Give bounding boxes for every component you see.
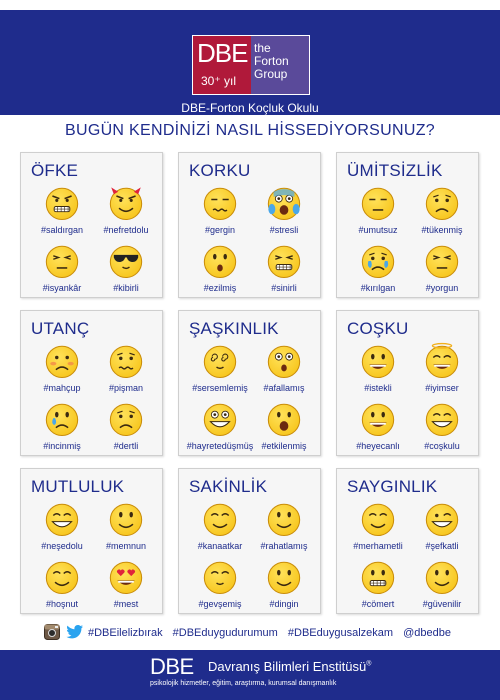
tense-emoji-icon bbox=[200, 183, 240, 223]
emotion-item[interactable] bbox=[343, 557, 413, 609]
sunglasses-emoji-icon bbox=[106, 241, 146, 281]
emotion-hashtag: #afallamış bbox=[263, 383, 305, 393]
emotion-item[interactable] bbox=[407, 241, 477, 293]
relieved-emoji-icon bbox=[358, 499, 398, 539]
emotion-item[interactable] bbox=[185, 341, 255, 393]
calm-emoji-icon bbox=[200, 557, 240, 597]
emotion-hashtag: #sinirli bbox=[271, 283, 297, 293]
emotion-hashtag: #merhametli bbox=[353, 541, 403, 551]
emotion-item[interactable] bbox=[27, 499, 97, 551]
emotion-hashtag: #gergin bbox=[204, 225, 236, 235]
twitter-icon[interactable] bbox=[66, 624, 84, 640]
emotion-item[interactable] bbox=[27, 557, 97, 609]
emotion-hashtag: #güvenilir bbox=[422, 599, 462, 609]
emotion-item[interactable] bbox=[249, 183, 319, 235]
emotion-hashtag: #yorgun bbox=[425, 283, 459, 293]
footer-subtitle: psikolojik hizmetler, eğitim, araştırma, kurumsal danışmanlık bbox=[150, 680, 337, 687]
emotion-hashtag: #hoşnut bbox=[45, 599, 79, 609]
emotion-hashtag: #etkilenmiş bbox=[261, 441, 307, 451]
tear-emoji-icon bbox=[42, 399, 82, 439]
emotion-hashtag: #saldırgan bbox=[40, 225, 84, 235]
relieved-emoji-icon bbox=[200, 499, 240, 539]
panel-title: UTANÇ bbox=[31, 319, 90, 338]
hashtag-3[interactable]: #DBEduygusalzekam bbox=[287, 627, 394, 639]
hashtag-4[interactable]: @dbedbe bbox=[403, 627, 451, 639]
registered-mark: ® bbox=[366, 660, 372, 668]
emotion-item[interactable] bbox=[27, 241, 97, 293]
social-bar bbox=[0, 624, 500, 644]
emotion-item[interactable] bbox=[91, 557, 161, 609]
laugh-emoji-icon bbox=[422, 399, 462, 439]
emotion-hashtag: #nefretdolu bbox=[103, 225, 149, 235]
logo-years-text: 30⁺ yıl bbox=[201, 74, 237, 88]
shock-emoji-icon bbox=[264, 341, 304, 381]
logo-line-1: the bbox=[254, 41, 271, 55]
panel-title: COŞKU bbox=[347, 319, 409, 338]
header-banner bbox=[0, 10, 500, 115]
emotion-item[interactable] bbox=[91, 499, 161, 551]
emotion-hashtag: #isyankâr bbox=[42, 283, 82, 293]
panel-title: SAKİNLİK bbox=[189, 477, 268, 496]
beam-emoji-icon bbox=[42, 499, 82, 539]
emotion-item[interactable] bbox=[185, 557, 255, 609]
logo-dbe-text: DBE bbox=[197, 38, 248, 68]
emotion-item[interactable] bbox=[249, 341, 319, 393]
weary-emoji-icon bbox=[422, 241, 462, 281]
page-question: BUGÜN KENDİNİZİ NASIL HİSSEDİYORSUNUZ? bbox=[65, 122, 435, 139]
emotion-panel bbox=[336, 152, 479, 298]
squint-emoji-icon bbox=[42, 241, 82, 281]
emotion-item[interactable] bbox=[249, 557, 319, 609]
dbe-logo-block bbox=[193, 36, 251, 94]
emotion-item[interactable] bbox=[91, 183, 161, 235]
emotion-hashtag: #gevşemiş bbox=[198, 599, 242, 609]
emotion-panel bbox=[20, 468, 163, 614]
emotion-item[interactable] bbox=[407, 399, 477, 451]
header-subtitle: DBE-Forton Koçluk Okulu bbox=[181, 101, 319, 115]
sad-emoji-icon bbox=[106, 399, 146, 439]
emotion-item[interactable] bbox=[27, 341, 97, 393]
smile-emoji-icon bbox=[264, 499, 304, 539]
emotion-panel bbox=[20, 152, 163, 298]
emotion-hashtag: #memnun bbox=[105, 541, 147, 551]
emotion-item[interactable] bbox=[185, 399, 255, 451]
emotion-hashtag: #pişman bbox=[108, 383, 144, 393]
footer-banner bbox=[0, 650, 500, 700]
emotion-item[interactable] bbox=[27, 183, 97, 235]
grin-emoji-icon bbox=[358, 399, 398, 439]
emotion-hashtag: #umutsuz bbox=[358, 225, 398, 235]
logo-line-2: Forton bbox=[254, 54, 289, 68]
emotion-panel bbox=[178, 152, 321, 298]
emotion-item[interactable] bbox=[27, 399, 97, 451]
emotion-item[interactable] bbox=[91, 341, 161, 393]
emotion-hashtag: #kanaatkar bbox=[197, 541, 243, 551]
grin-teeth-emoji-icon bbox=[358, 557, 398, 597]
emotion-hashtag: #incinmiş bbox=[43, 441, 81, 451]
emotion-hashtag: #mahçup bbox=[43, 383, 81, 393]
panel-title: ÖFKE bbox=[31, 161, 79, 180]
emotion-hashtag: #stresli bbox=[269, 225, 299, 235]
hashtag-2[interactable]: #DBEduygudurumum bbox=[172, 627, 278, 639]
emotion-hashtag: #cömert bbox=[361, 599, 395, 609]
hashtag-list bbox=[88, 627, 458, 639]
emotion-hashtag: #coşkulu bbox=[424, 441, 460, 451]
panel-title: MUTLULUK bbox=[31, 477, 125, 496]
grimace-emoji-icon bbox=[264, 241, 304, 281]
unamused-emoji-icon bbox=[358, 183, 398, 223]
emotion-item[interactable] bbox=[343, 341, 413, 393]
instagram-icon[interactable] bbox=[44, 624, 60, 640]
blush-sad-emoji-icon bbox=[42, 341, 82, 381]
emotion-item[interactable] bbox=[407, 183, 477, 235]
emotion-hashtag: #kibirli bbox=[113, 283, 139, 293]
emotion-item[interactable] bbox=[343, 399, 413, 451]
panel-title: KORKU bbox=[189, 161, 251, 180]
worried-emoji-icon bbox=[106, 341, 146, 381]
wow-emoji-icon bbox=[264, 399, 304, 439]
grin-wide-emoji-icon bbox=[200, 399, 240, 439]
emotion-panel bbox=[336, 310, 479, 456]
emotion-panel bbox=[178, 310, 321, 456]
grit-emoji-icon bbox=[42, 183, 82, 223]
emotion-item[interactable] bbox=[249, 241, 319, 293]
panel-title: ŞAŞKINLIK bbox=[189, 319, 279, 338]
emotion-item[interactable] bbox=[407, 557, 477, 609]
cry-emoji-icon bbox=[358, 241, 398, 281]
dbe-forton-logo[interactable] bbox=[192, 35, 310, 95]
devil-emoji-icon bbox=[106, 183, 146, 223]
emotion-panel bbox=[336, 468, 479, 614]
emotion-panel bbox=[178, 468, 321, 614]
panel-title: ÜMİTSİZLİK bbox=[347, 161, 443, 180]
emotion-item[interactable] bbox=[249, 399, 319, 451]
emotion-item[interactable] bbox=[343, 241, 413, 293]
smile-emoji-icon bbox=[422, 557, 462, 597]
panel-title: SAYGINLIK bbox=[347, 477, 438, 496]
emotion-hashtag: #mest bbox=[113, 599, 139, 609]
grin-emoji-icon bbox=[358, 341, 398, 381]
angel-emoji-icon bbox=[422, 341, 462, 381]
footer-title bbox=[208, 659, 371, 674]
smile-emoji-icon bbox=[106, 499, 146, 539]
emotion-item[interactable] bbox=[91, 241, 161, 293]
logo-line-3: Group bbox=[254, 67, 288, 81]
footer-title-text: Davranış Bilimleri Enstitüsü bbox=[208, 659, 367, 674]
dizzy-emoji-icon bbox=[200, 341, 240, 381]
scream-emoji-icon bbox=[264, 183, 304, 223]
emotion-item[interactable] bbox=[185, 183, 255, 235]
emotion-item[interactable] bbox=[185, 241, 255, 293]
emotion-panel bbox=[20, 310, 163, 456]
emotion-hashtag: #istekli bbox=[364, 383, 392, 393]
hearts-emoji-icon bbox=[106, 557, 146, 597]
emotion-item[interactable] bbox=[249, 499, 319, 551]
emotion-hashtag: #dertli bbox=[113, 441, 139, 451]
tired-emoji-icon bbox=[422, 183, 462, 223]
emotion-item[interactable] bbox=[407, 499, 477, 551]
emotion-hashtag: #tükenmiş bbox=[421, 225, 463, 235]
emotion-hashtag: #hayretedüşmüş bbox=[186, 441, 254, 451]
emotion-item[interactable] bbox=[185, 499, 255, 551]
emotion-hashtag: #dingin bbox=[269, 599, 299, 609]
smile-emoji-icon bbox=[264, 557, 304, 597]
emotion-hashtag: #neşedolu bbox=[41, 541, 83, 551]
emotion-hashtag: #ezilmiş bbox=[203, 283, 237, 293]
emotion-item[interactable] bbox=[91, 399, 161, 451]
emotion-hashtag: #kırılgan bbox=[360, 283, 396, 293]
emotion-hashtag: #şefkatli bbox=[425, 541, 459, 551]
emotion-item[interactable] bbox=[407, 341, 477, 393]
oops-emoji-icon bbox=[200, 241, 240, 281]
footer-logo: DBE bbox=[150, 654, 194, 679]
emotion-item[interactable] bbox=[343, 499, 413, 551]
forton-logo-block bbox=[251, 36, 309, 94]
emotion-hashtag: #heyecanlı bbox=[356, 441, 400, 451]
emotion-hashtag: #iyimser bbox=[425, 383, 459, 393]
hashtag-1[interactable]: #DBEilelizbırak bbox=[88, 627, 163, 639]
emotion-hashtag: #sersemlemiş bbox=[192, 383, 248, 393]
content-emoji-icon bbox=[42, 557, 82, 597]
wink-emoji-icon bbox=[422, 499, 462, 539]
emotion-item[interactable] bbox=[343, 183, 413, 235]
emotion-hashtag: #rahatlamış bbox=[260, 541, 308, 551]
